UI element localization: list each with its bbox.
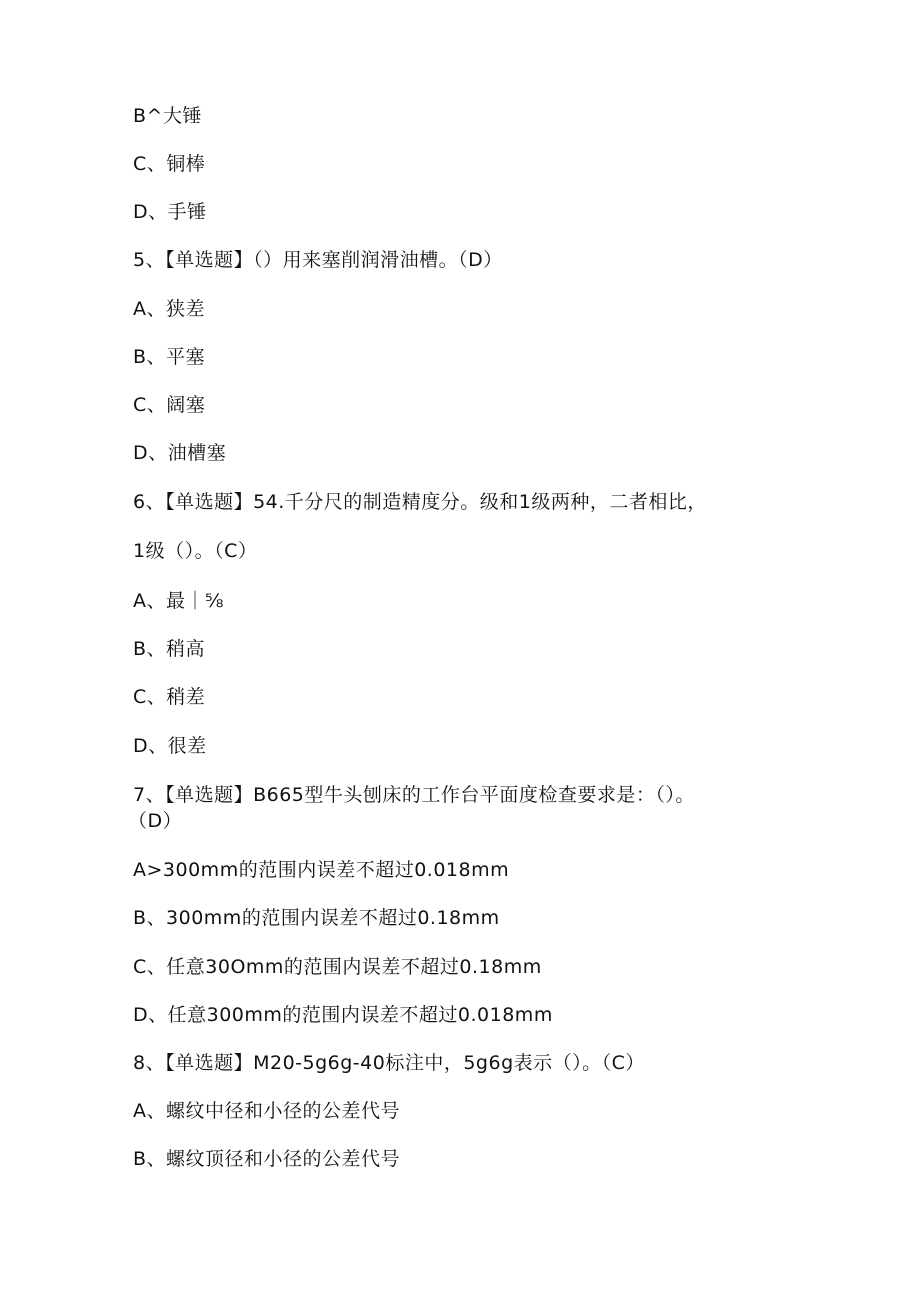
option-c-q7: C、任意30Omm的范围内误差不超过0.18mm bbox=[133, 956, 542, 978]
question-7: 7、【单选题】B665型牛头刨床的工作台平面度检查要求是：（）。 bbox=[133, 784, 695, 806]
question-6: 6、【单选题】54.千分尺的制造精度分。级和1级两种，二者相比， bbox=[133, 491, 707, 513]
option-c-q5: C、阔塞 bbox=[133, 394, 206, 416]
option-b-q4: B^大锤 bbox=[133, 105, 202, 127]
option-c-q6: C、稍差 bbox=[133, 686, 206, 708]
question-5: 5、【单选题】（）用来塞削润滑油槽。（D） bbox=[133, 249, 503, 271]
option-b-q7: B、300mm的范围内误差不超过0.18mm bbox=[133, 907, 500, 929]
option-a-q6: A、最｜⅝ bbox=[133, 590, 224, 612]
option-d-q5: D、油槽塞 bbox=[133, 442, 227, 464]
option-c-q4: C、铜棒 bbox=[133, 153, 206, 175]
option-a-q5: A、狭差 bbox=[133, 298, 205, 320]
option-d-q6: D、很差 bbox=[133, 735, 207, 757]
option-a-q7: A>300mm的范围内误差不超过0.018mm bbox=[133, 859, 510, 881]
question-8: 8、【单选题】M20-5g6g-40标注中，5g6g表示（）。（C） bbox=[133, 1052, 645, 1074]
question-6-continued: 1级（）。（C） bbox=[133, 540, 258, 562]
option-d-q4: D、手锤 bbox=[133, 201, 207, 223]
option-b-q6: B、稍高 bbox=[133, 638, 206, 660]
question-7-answer: （D） bbox=[128, 810, 183, 832]
option-a-q8: A、螺纹中径和小径的公差代号 bbox=[133, 1100, 400, 1122]
option-b-q8: B、螺纹顶径和小径的公差代号 bbox=[133, 1148, 401, 1170]
option-b-q5: B、平塞 bbox=[133, 346, 206, 368]
option-d-q7: D、任意300mm的范围内误差不超过0.018mm bbox=[133, 1004, 553, 1026]
